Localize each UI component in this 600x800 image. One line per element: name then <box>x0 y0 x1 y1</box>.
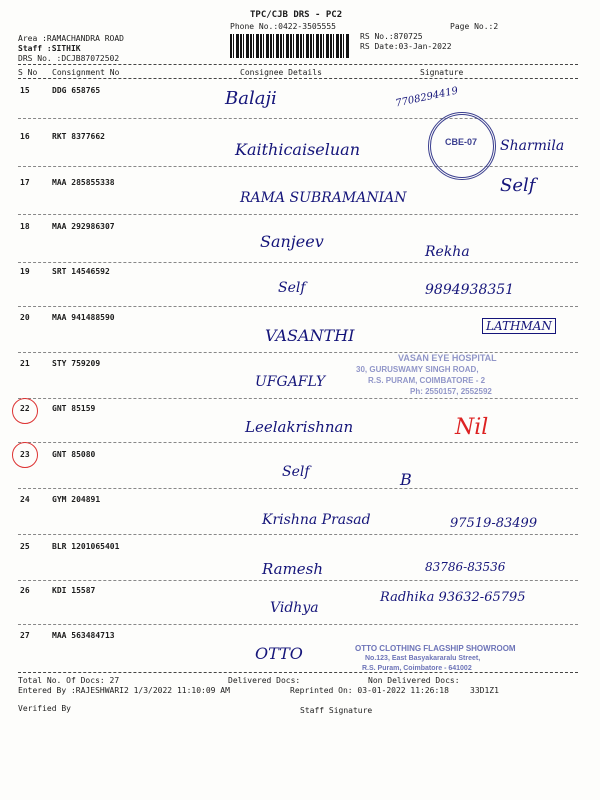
row-consignment: SRT 14546592 <box>52 267 110 276</box>
col-sno: S No <box>18 68 38 77</box>
row-divider <box>18 624 578 625</box>
row-divider <box>18 118 578 119</box>
row-divider <box>18 166 578 167</box>
row-sno: 16 <box>20 132 30 141</box>
row-sno: 17 <box>20 178 30 187</box>
row-consignment: MAA 563484713 <box>52 631 115 640</box>
delivered-docs: Delivered Docs: <box>228 676 301 685</box>
row-signature-handwriting: Self <box>500 175 536 196</box>
drs-number: DRS No. :DCJB87072502 <box>18 54 120 63</box>
row-consignee-handwriting: Sanjeev <box>260 232 324 251</box>
row-divider <box>18 262 578 263</box>
row-signature-handwriting: B <box>400 470 412 489</box>
staff-label: Staff :SITHIK <box>18 44 81 53</box>
barcode <box>230 34 350 58</box>
row-consignee-handwriting: Balaji <box>225 88 277 109</box>
row-consignee-handwriting: OTTO <box>255 644 303 663</box>
header-divider <box>18 64 578 65</box>
hospital-stamp-phone: Ph: 2550157, 2552592 <box>410 387 492 396</box>
row-consignment: GYM 204891 <box>52 495 101 504</box>
row-sno: 18 <box>20 222 30 231</box>
row-consignee-handwriting: UFGAFLY <box>255 374 326 390</box>
reprint-code: 33D1Z1 <box>470 686 499 695</box>
row-divider <box>18 306 578 307</box>
col-consignment: Consignment No <box>52 68 120 77</box>
row-consignment: MAA 285855338 <box>52 178 115 187</box>
customs-seal-code: CBE-07 <box>445 137 478 147</box>
footer-divider <box>18 672 578 673</box>
doc-title: TPC/CJB DRS - PC2 <box>250 10 343 20</box>
row-signature-handwriting: 9894938351 <box>425 282 515 298</box>
row-divider <box>18 534 578 535</box>
row-consignee-handwriting: Self <box>278 280 306 296</box>
row-consignment: BLR 1201065401 <box>52 542 120 551</box>
verified-by: Verified By <box>18 704 71 713</box>
col-signature: Signature <box>420 68 464 77</box>
row-consignee-handwriting: RAMA SUBRAMANIAN <box>240 190 407 206</box>
row-sno: 21 <box>20 359 30 368</box>
row-consignment: GNT 85080 <box>52 450 96 459</box>
reprinted-on: Reprinted On: 03-01-2022 11:26:18 <box>290 686 449 695</box>
staff-signature: Staff Signature <box>300 706 373 715</box>
row-consignee-handwriting: Self <box>282 464 310 480</box>
row-consignment: MAA 292986307 <box>52 222 115 231</box>
row-consignee-handwriting: Vidhya <box>270 600 319 616</box>
row-sno: 15 <box>20 86 30 95</box>
otto-stamp-title: OTTO CLOTHING FLAGSHIP SHOWROOM <box>355 644 516 653</box>
row-sno: 20 <box>20 313 30 322</box>
otto-stamp-address-2: R.S. Puram, Coimbatore - 641002 <box>362 665 472 672</box>
row-consignee-handwriting: Ramesh <box>262 560 324 578</box>
row-signature-handwriting: Rekha <box>425 244 470 260</box>
row-signature-handwriting: LATHMAN <box>482 318 556 334</box>
row-divider <box>18 442 578 443</box>
row-signature-handwriting: Sharmila <box>500 138 565 154</box>
row-sno: 19 <box>20 267 30 276</box>
row-consignee-handwriting: VASANTHI <box>265 326 355 345</box>
row-consignment: STY 759209 <box>52 359 101 368</box>
columns-divider <box>18 78 578 79</box>
row-sno: 24 <box>20 495 30 504</box>
col-consignee: Consignee Details <box>240 68 322 77</box>
row-consignee-handwriting: Leelakrishnan <box>245 418 354 436</box>
otto-stamp-address: No.123, East Basyakararalu Street, <box>365 655 481 662</box>
row-divider <box>18 398 578 399</box>
row-divider <box>18 488 578 489</box>
row-sno: 26 <box>20 586 30 595</box>
row-consignment: GNT 85159 <box>52 404 96 413</box>
row-consignment: KDI 15587 <box>52 586 96 595</box>
hospital-stamp-title: VASAN EYE HOSPITAL <box>398 353 497 363</box>
row-sno: 23 <box>20 450 30 459</box>
hospital-stamp-address: 30, GURUSWAMY SINGH ROAD, <box>356 365 479 374</box>
row-sno: 25 <box>20 542 30 551</box>
row-divider <box>18 214 578 215</box>
row-signature-handwriting: Nil <box>455 415 489 440</box>
row-signature-handwriting: 97519-83499 <box>450 516 538 531</box>
row-sno: 27 <box>20 631 30 640</box>
row-signature-handwriting: 7708294419 <box>394 85 460 110</box>
customs-seal <box>428 112 496 180</box>
phone-number: Phone No.:0422-3505555 <box>230 22 336 31</box>
row-sno: 22 <box>20 404 30 413</box>
page-number: Page No.:2 <box>450 22 499 31</box>
row-signature-handwriting: 83786-83536 <box>425 560 506 574</box>
hospital-stamp-address-2: R.S. PURAM, COIMBATORE - 2 <box>368 376 486 385</box>
row-consignment: DDG 658765 <box>52 86 101 95</box>
rs-number: RS No.:870725 <box>360 32 423 41</box>
row-consignment: RKT 8377662 <box>52 132 105 141</box>
row-consignee-handwriting: Kaithicaiseluan <box>235 140 361 159</box>
total-docs: Total No. Of Docs: 27 <box>18 676 120 685</box>
non-delivered-docs: Non Delivered Docs: <box>368 676 460 685</box>
row-signature-handwriting: Radhika 93632-65795 <box>380 590 526 605</box>
rs-date: RS Date:03-Jan-2022 <box>360 42 452 51</box>
area-label: Area :RAMACHANDRA ROAD <box>18 34 124 43</box>
row-consignee-handwriting: Krishna Prasad <box>262 512 371 528</box>
row-divider <box>18 580 578 581</box>
entered-by: Entered By :RAJESHWARI2 1/3/2022 11:10:09 AM <box>18 686 230 695</box>
row-consignment: MAA 941488590 <box>52 313 115 322</box>
